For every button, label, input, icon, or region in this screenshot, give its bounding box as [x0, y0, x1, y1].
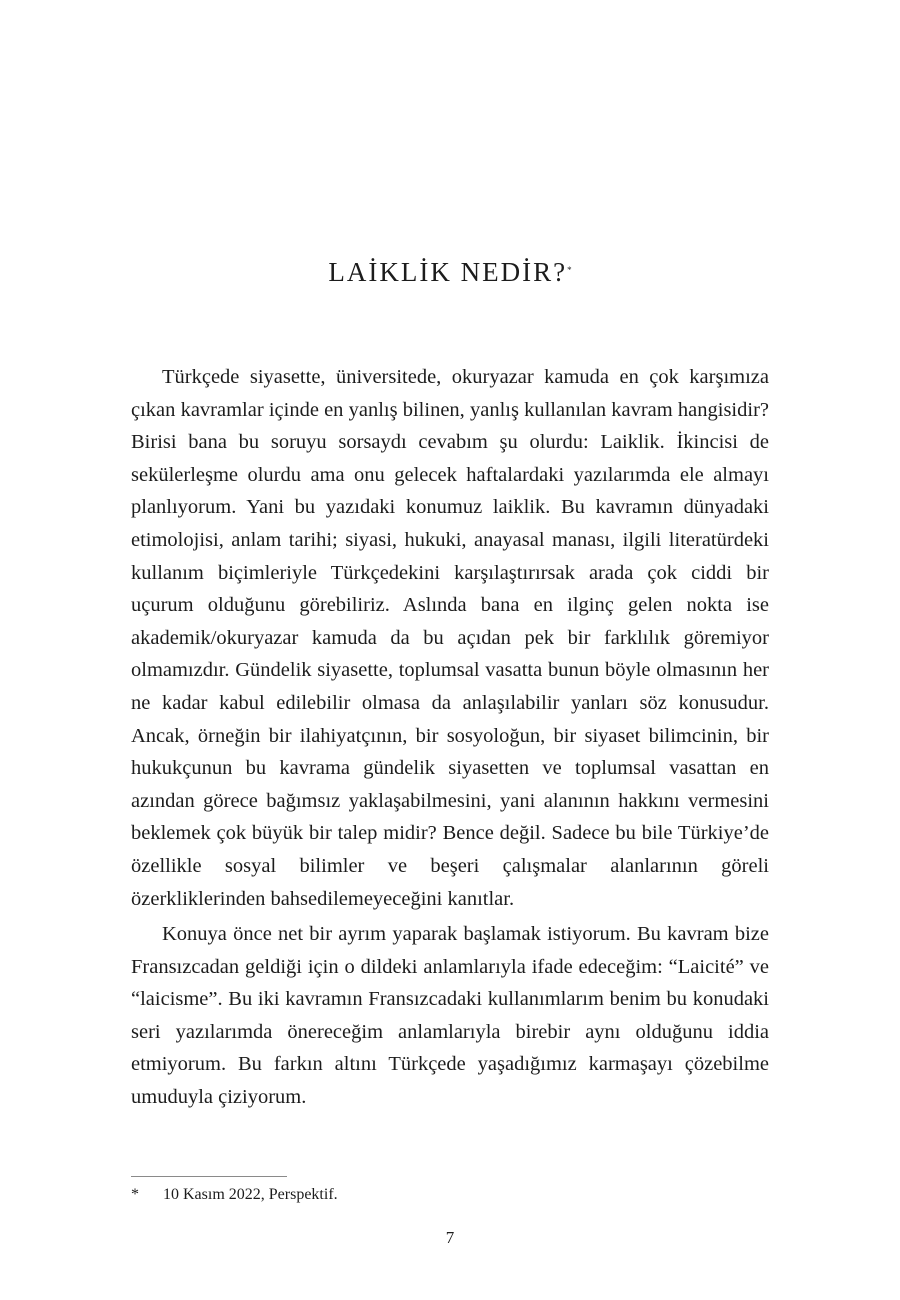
page-number: 7 [445, 1228, 455, 1247]
chapter-footnote-marker: * [567, 265, 572, 275]
footnote-text: 10 Kasım 2022, Perspektif. [163, 1186, 338, 1203]
footnote [131, 1183, 769, 1207]
paragraph-1: Türkçede siyasette, üniversitede, okuryazar kamuda en çok karşımıza çıkan kavramlar içinde en yanlış bilinen, yanlış kullanılan kavram hangisidir? Birisi bana bu soruyu sorsaydı cevabım şu olurdu: Laiklik. İkincisi de sekülerleşme olurdu ama onu gelecek haftalardaki yazılarımda ele almayı planlıyorum. Yani bu yazıdaki konumuz laiklik. Bu kavramın dünyadaki etimolojisi, anlam tarihi; siyasi, hukuki, anayasal manası, ilgili literatürdeki kullanım biçimleriyle Türkçedekini karşılaştırırsak arada çok ciddi bir uçurum olduğunu görebiliriz. Aslında bana en ilginç gelen nokta ise akademik/okuryazar kamuda da bu açıdan pek bir farklılık göremiyor olmamızdır. Gündelik siyasette, toplumsal vasatta bunun böyle olmasının her ne kadar kabul edilebilir olmasa da anlaşılabilir yanları söz konusudur. Ancak, örneğin bir ilahiyatçının, bir sosyoloğun, bir siyaset bilimcinin, bir hukukçunun bu kavrama gündelik siyasetten ve toplumsal vasattan en azından görece bağımsız yaklaşabilmesini, yani alanının hakkını vermesini beklemek çok büyük bir talep midir? Bence değil. Sadece bu bile Türkiye’de özellikle sosyal bilimler ve beşeri çalışmalar alanlarının göreli özerkliklerinden bahsedilemeyeceğini kanıtlar. [131, 366, 769, 910]
body-text [131, 361, 769, 1114]
chapter-title [0, 252, 900, 292]
footnote-divider [131, 1176, 287, 1177]
chapter-title-text: LAİKLİK NEDİR? [328, 257, 568, 287]
paragraph-2: Konuya önce net bir ayrım yaparak başlamak istiyorum. Bu kavram bize Fransızcadan geldiği için o dildeki anlamlarıyla ifade edeceğim: “Laicité” ve “laicisme”. Bu iki kavramın Fransızcadaki kullanımlarım benim bu konudaki seri yazılarımda önereceğim anlamlarıyla birebir aynı olduğunu iddia etmiyorum. Bu farkın altını Türkçede yaşadığımız karmaşayı çözebilme umuduyla çiziyorum. [131, 923, 769, 1109]
footnote-marker: * [131, 1186, 139, 1203]
